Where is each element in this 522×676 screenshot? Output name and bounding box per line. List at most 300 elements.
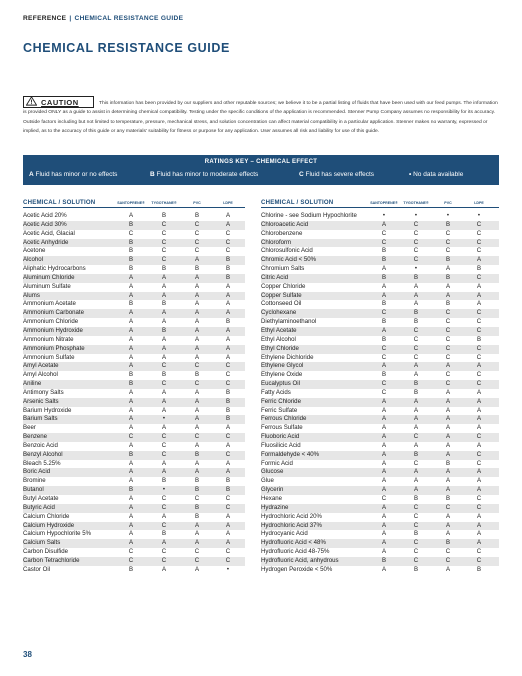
rating-cell: • [162,415,166,423]
rating-cell: C [413,220,419,228]
rating-cell: B [381,371,387,379]
rating-cell: C [476,344,482,352]
rating-cell: A [194,388,200,396]
ratings-key [23,155,499,185]
rating-cell: B [161,326,167,334]
rating-cell: A [194,335,200,343]
chemical-name: Calcium Chloride [23,512,70,520]
chemical-name: Ammonium Sulfate [23,353,75,361]
col-header-pvc: PVC [193,200,201,205]
rating-cell: A [476,406,482,414]
rating-cell: B [225,318,231,326]
rating-cell: A [128,406,134,414]
rating-cell: A [381,291,387,299]
table-row [23,557,245,566]
chemical-name: Ferrous Chloride [261,415,307,423]
rating-cell: C [413,503,419,511]
chemical-name: Hexane [261,495,283,502]
rating-cell: C [413,521,419,529]
rating-text: Fluid has minor or no effects [35,171,118,178]
rating-cell: C [225,229,231,237]
rating-cell: A [225,441,231,449]
rating-cell: A [194,291,200,299]
rating-cell: C [161,220,167,228]
rating-cell: C [161,548,167,556]
chemical-name: Hydrochloric Acid 20% [261,512,322,520]
rating-cell: A [381,441,387,449]
rating-cell: A [476,539,482,547]
table-header [261,199,499,208]
rating-cell: B [413,388,419,396]
chemical-name: Diethylaminoethanol [261,318,317,326]
rating-cell: B [161,530,167,538]
chemical-table-left [23,199,245,575]
rating-cell: C [161,238,167,246]
rating-cell: C [445,380,451,388]
rating-cell: A [225,530,231,538]
rating-cell: C [194,380,200,388]
rating-cell: A [381,521,387,529]
chemical-name: Cyclohexane [261,309,297,317]
chemical-name: Copper Chloride [261,282,306,290]
rating-cell: B [128,300,134,308]
rating-cell: A [225,521,231,529]
chemical-name: Fluosilicic Acid [261,441,301,449]
rating-cell: C [413,238,419,246]
header-separator: | [69,15,72,22]
rating-cell: A [445,521,451,529]
rating-cell: A [413,441,419,449]
table-row [23,566,245,575]
table-row [23,495,245,504]
table-row [261,460,499,469]
rating-cell: A [476,362,482,370]
rating-cell: C [413,433,419,441]
rating-cell: C [445,548,451,556]
chemical-name: Ethyl Alcohol [261,335,296,343]
chemical-name: Glucose [261,468,284,476]
rating-cell: B [128,220,134,228]
chemical-name: Ammonium Carbonate [23,309,84,317]
rating-cell: A [413,362,419,370]
rating-cell: C [476,229,482,237]
table-row [261,362,499,371]
chemical-name: Carbon Tetrachloride [23,556,80,564]
rating-cell: B [128,565,134,573]
rating-item-b [150,171,258,178]
rating-cell: A [161,318,167,326]
rating-cell: C [225,362,231,370]
rating-cell: A [381,397,387,405]
col-header-chemical: CHEMICAL / SOLUTION [261,199,334,206]
rating-cell: C [381,495,387,502]
rating-cell: A [476,291,482,299]
rating-cell: A [381,265,387,273]
chemical-name: Glycerin [261,486,284,494]
chemical-name: Aniline [23,380,42,388]
rating-cell: C [194,229,200,237]
rating-cell: C [445,309,451,317]
table-row [23,239,245,248]
rating-cell: C [476,495,482,502]
page-number: 38 [23,650,32,659]
rating-cell: C [161,247,167,255]
rating-cell: C [445,238,451,246]
chemical-name: Ammonium Acetate [23,300,76,308]
chemical-name: Ammonium Phosphate [23,344,85,352]
rating-cell: C [225,371,231,379]
page-header [23,15,183,22]
rating-cell: C [161,441,167,449]
rating-cell: B [225,415,231,423]
ratings-key-title: RATINGS KEY – CHEMICAL EFFECT [204,159,318,165]
rating-cell: C [381,380,387,388]
rating-cell: A [128,424,134,432]
rating-cell: A [128,273,134,281]
chemical-name: Beer [23,424,36,432]
rating-code: C [299,171,304,178]
rating-cell: A [128,397,134,405]
rating-cell: B [225,486,231,494]
table-row [261,309,499,318]
table-row [23,451,245,460]
rating-cell: A [128,388,134,396]
rating-cell: C [413,556,419,564]
table-row [23,530,245,539]
rating-cell: A [161,309,167,317]
rating-cell: A [413,397,419,405]
rating-cell: A [445,565,451,573]
table-row [23,468,245,477]
table-row [23,221,245,230]
rating-cell: A [445,441,451,449]
table-row [261,495,499,504]
rating-cell: A [161,468,167,476]
rating-cell: A [225,291,231,299]
table-row [261,530,499,539]
rating-cell: A [128,353,134,361]
rating-cell: A [194,441,200,449]
rating-cell: A [413,282,419,290]
rating-cell: C [128,548,134,556]
rating-cell: A [161,459,167,467]
rating-cell: C [161,256,167,264]
rating-cell: A [225,424,231,432]
rating-cell: A [128,318,134,326]
chemical-name: Castor Oil [23,565,51,573]
rating-cell: B [128,450,134,458]
rating-cell: A [128,344,134,352]
rating-cell: A [413,371,419,379]
rating-cell: A [413,406,419,414]
rating-cell: B [445,459,451,467]
rating-cell: A [225,335,231,343]
chemical-name: Hydrochloric Acid 37% [261,521,322,529]
col-header-tygothane: TYGOTHANE® [151,200,177,205]
table-row [261,247,499,256]
rating-cell: C [476,556,482,564]
chemical-name: Alcohol [23,256,43,264]
rating-cell: C [194,238,200,246]
table-row [23,442,245,451]
chemical-name: Ferric Sulfate [261,406,298,414]
rating-cell: A [476,530,482,538]
rating-cell: A [445,415,451,423]
rating-cell: A [194,326,200,334]
rating-cell: A [445,468,451,476]
rating-cell: A [194,459,200,467]
rating-cell: A [194,256,200,264]
rating-cell: C [413,229,419,237]
header-section: REFERENCE [23,15,67,22]
rating-cell: C [445,344,451,352]
caution-label: CAUTION [41,97,79,107]
rating-cell: A [194,406,200,414]
rating-cell: A [194,282,200,290]
rating-cell: B [413,530,419,538]
rating-cell: C [413,256,419,264]
rating-cell: A [445,388,451,396]
rating-cell: C [445,556,451,564]
rating-cell: C [476,220,482,228]
rating-cell: A [476,388,482,396]
table-row [23,424,245,433]
rating-cell: A [381,530,387,538]
rating-cell: A [445,512,451,520]
rating-cell: A [225,300,231,308]
rating-cell: A [381,512,387,520]
table-row [261,239,499,248]
col-header-tygothane: TYGOTHANE® [403,200,429,205]
rating-cell: B [413,380,419,388]
chemical-name: Carbon Disulfide [23,548,69,556]
rating-cell: C [476,247,482,255]
table-row [261,230,499,239]
rating-cell: C [413,326,419,334]
rating-cell: B [413,450,419,458]
chemical-name: Antimony Salts [23,388,64,396]
rating-cell: A [445,424,451,432]
rating-cell: C [194,548,200,556]
table-row [23,283,245,292]
table-row [23,371,245,380]
rating-cell: C [476,380,482,388]
rating-cell: A [128,530,134,538]
rating-cell: A [381,548,387,556]
chemical-name: Aluminum Chloride [23,273,75,281]
rating-cell: B [476,265,482,273]
table-row [261,415,499,424]
rating-cell: C [413,459,419,467]
chemical-name: Hydrogen Peroxide < 50% [261,565,333,573]
rating-cell: C [445,247,451,255]
rating-cell: A [445,265,451,273]
col-header-chemical: CHEMICAL / SOLUTION [23,199,96,206]
chemical-name: Cottonseed Oil [261,300,302,308]
rating-cell: A [194,300,200,308]
rating-cell: B [194,371,200,379]
table-row [261,274,499,283]
rating-cell: B [194,486,200,494]
rating-cell: A [381,415,387,423]
rating-cell: C [128,433,134,441]
chemical-name: Boric Acid [23,468,51,476]
chemical-name: Bleach 5.25% [23,459,61,467]
rating-cell: A [194,397,200,405]
rating-cell: A [476,300,482,308]
rating-cell: • [477,212,481,219]
rating-cell: B [476,565,482,573]
rating-cell: B [413,318,419,326]
rating-cell: B [225,256,231,264]
rating-cell: • [382,212,386,219]
rating-cell: A [194,318,200,326]
rating-cell: C [225,433,231,441]
rating-cell: C [161,495,167,502]
rating-cell: C [445,503,451,511]
table-row [261,380,499,389]
table-row [261,468,499,477]
rating-cell: A [225,309,231,317]
rating-cell: A [128,212,134,219]
table-row [23,460,245,469]
table-row [261,327,499,336]
chemical-name: Ethyl Chloride [261,344,299,352]
rating-cell: B [225,273,231,281]
chemical-name: Ferric Chloride [261,397,301,405]
rating-code: • [409,171,412,178]
rating-cell: B [445,220,451,228]
rating-cell: B [128,238,134,246]
table-row [23,477,245,486]
rating-cell: C [445,229,451,237]
rating-cell: A [128,459,134,467]
table-row [261,539,499,548]
rating-cell: B [445,539,451,547]
rating-cell: C [476,238,482,246]
rating-cell: A [225,220,231,228]
rating-cell: A [413,415,419,423]
rating-cell: C [476,353,482,361]
rating-cell: A [194,415,200,423]
rating-cell: A [413,468,419,476]
rating-cell: B [381,335,387,343]
rating-cell: A [128,468,134,476]
rating-cell: C [413,539,419,547]
table-row [261,345,499,354]
chemical-name: Fatty Acids [261,388,291,396]
rating-cell: C [225,380,231,388]
chemical-name: Ferrous Sulfate [261,424,303,432]
rating-cell: A [445,362,451,370]
rating-cell: A [128,309,134,317]
rating-cell: B [128,256,134,264]
rating-cell: B [413,565,419,573]
rating-cell: C [445,335,451,343]
rating-cell: C [194,433,200,441]
chemical-name: Hydrofluoric Acid, anhydrous [261,556,339,564]
rating-cell: C [476,318,482,326]
table-row [23,327,245,336]
rating-cell: A [381,503,387,511]
rating-cell: C [413,353,419,361]
chemical-name: Fluoboric Acid [261,433,300,441]
rating-cell: A [128,495,134,502]
rating-cell: A [476,521,482,529]
rating-cell: A [194,424,200,432]
chemical-name: Calcium Hydroxide [23,521,75,529]
table-row [23,292,245,301]
rating-cell: A [445,477,451,485]
table-row [23,230,245,239]
rating-cell: C [445,353,451,361]
table-row [261,442,499,451]
rating-cell: A [381,220,387,228]
rating-cell: C [161,433,167,441]
rating-cell: A [413,477,419,485]
rating-cell: A [476,477,482,485]
rating-cell: A [381,362,387,370]
chemical-name: Formaldehyde < 40% [261,450,320,458]
rating-cell: B [128,486,134,494]
rating-cell: A [128,441,134,449]
table-row [23,336,245,345]
rating-cell: B [128,247,134,255]
rating-item-none [409,171,463,178]
col-header-santoprene: SANTOPRENE® [117,200,145,205]
table-row [261,398,499,407]
chemical-name: Aluminum Sulfate [23,282,71,290]
rating-cell: A [476,424,482,432]
rating-cell: A [128,415,134,423]
chemical-name: Barium Salts [23,415,58,423]
chemical-name: Chlorine - see Sodium Hypochlorite [261,212,357,219]
chemical-name: Barium Hydroxide [23,406,72,414]
rating-cell: • [414,212,418,219]
rating-cell: A [194,521,200,529]
chemical-name: Benzoic Acid [23,441,58,449]
warning-icon [26,93,37,111]
rating-cell: A [225,512,231,520]
chemical-name: Acetic Anhydride [23,238,69,246]
table-row [261,256,499,265]
rating-cell: A [381,539,387,547]
rating-text: Fluid has severe effects [305,171,375,178]
rating-cell: A [161,388,167,396]
table-row [261,477,499,486]
table-row [23,380,245,389]
table-row [23,345,245,354]
rating-cell: C [128,556,134,564]
rating-cell: C [225,247,231,255]
rating-cell: A [413,300,419,308]
rating-cell: C [445,318,451,326]
rating-cell: C [161,556,167,564]
table-row [23,274,245,283]
rating-cell: C [161,362,167,370]
rating-cell: C [476,273,482,281]
rating-cell: C [413,512,419,520]
table-row [261,300,499,309]
rating-cell: A [445,282,451,290]
rating-cell: C [225,238,231,246]
rating-item-a [29,171,117,178]
chemical-name: Calcium Salts [23,539,61,547]
rating-cell: A [194,539,200,547]
rating-text: No data available [413,171,464,178]
rating-cell: • [226,565,230,573]
rating-cell: A [225,282,231,290]
